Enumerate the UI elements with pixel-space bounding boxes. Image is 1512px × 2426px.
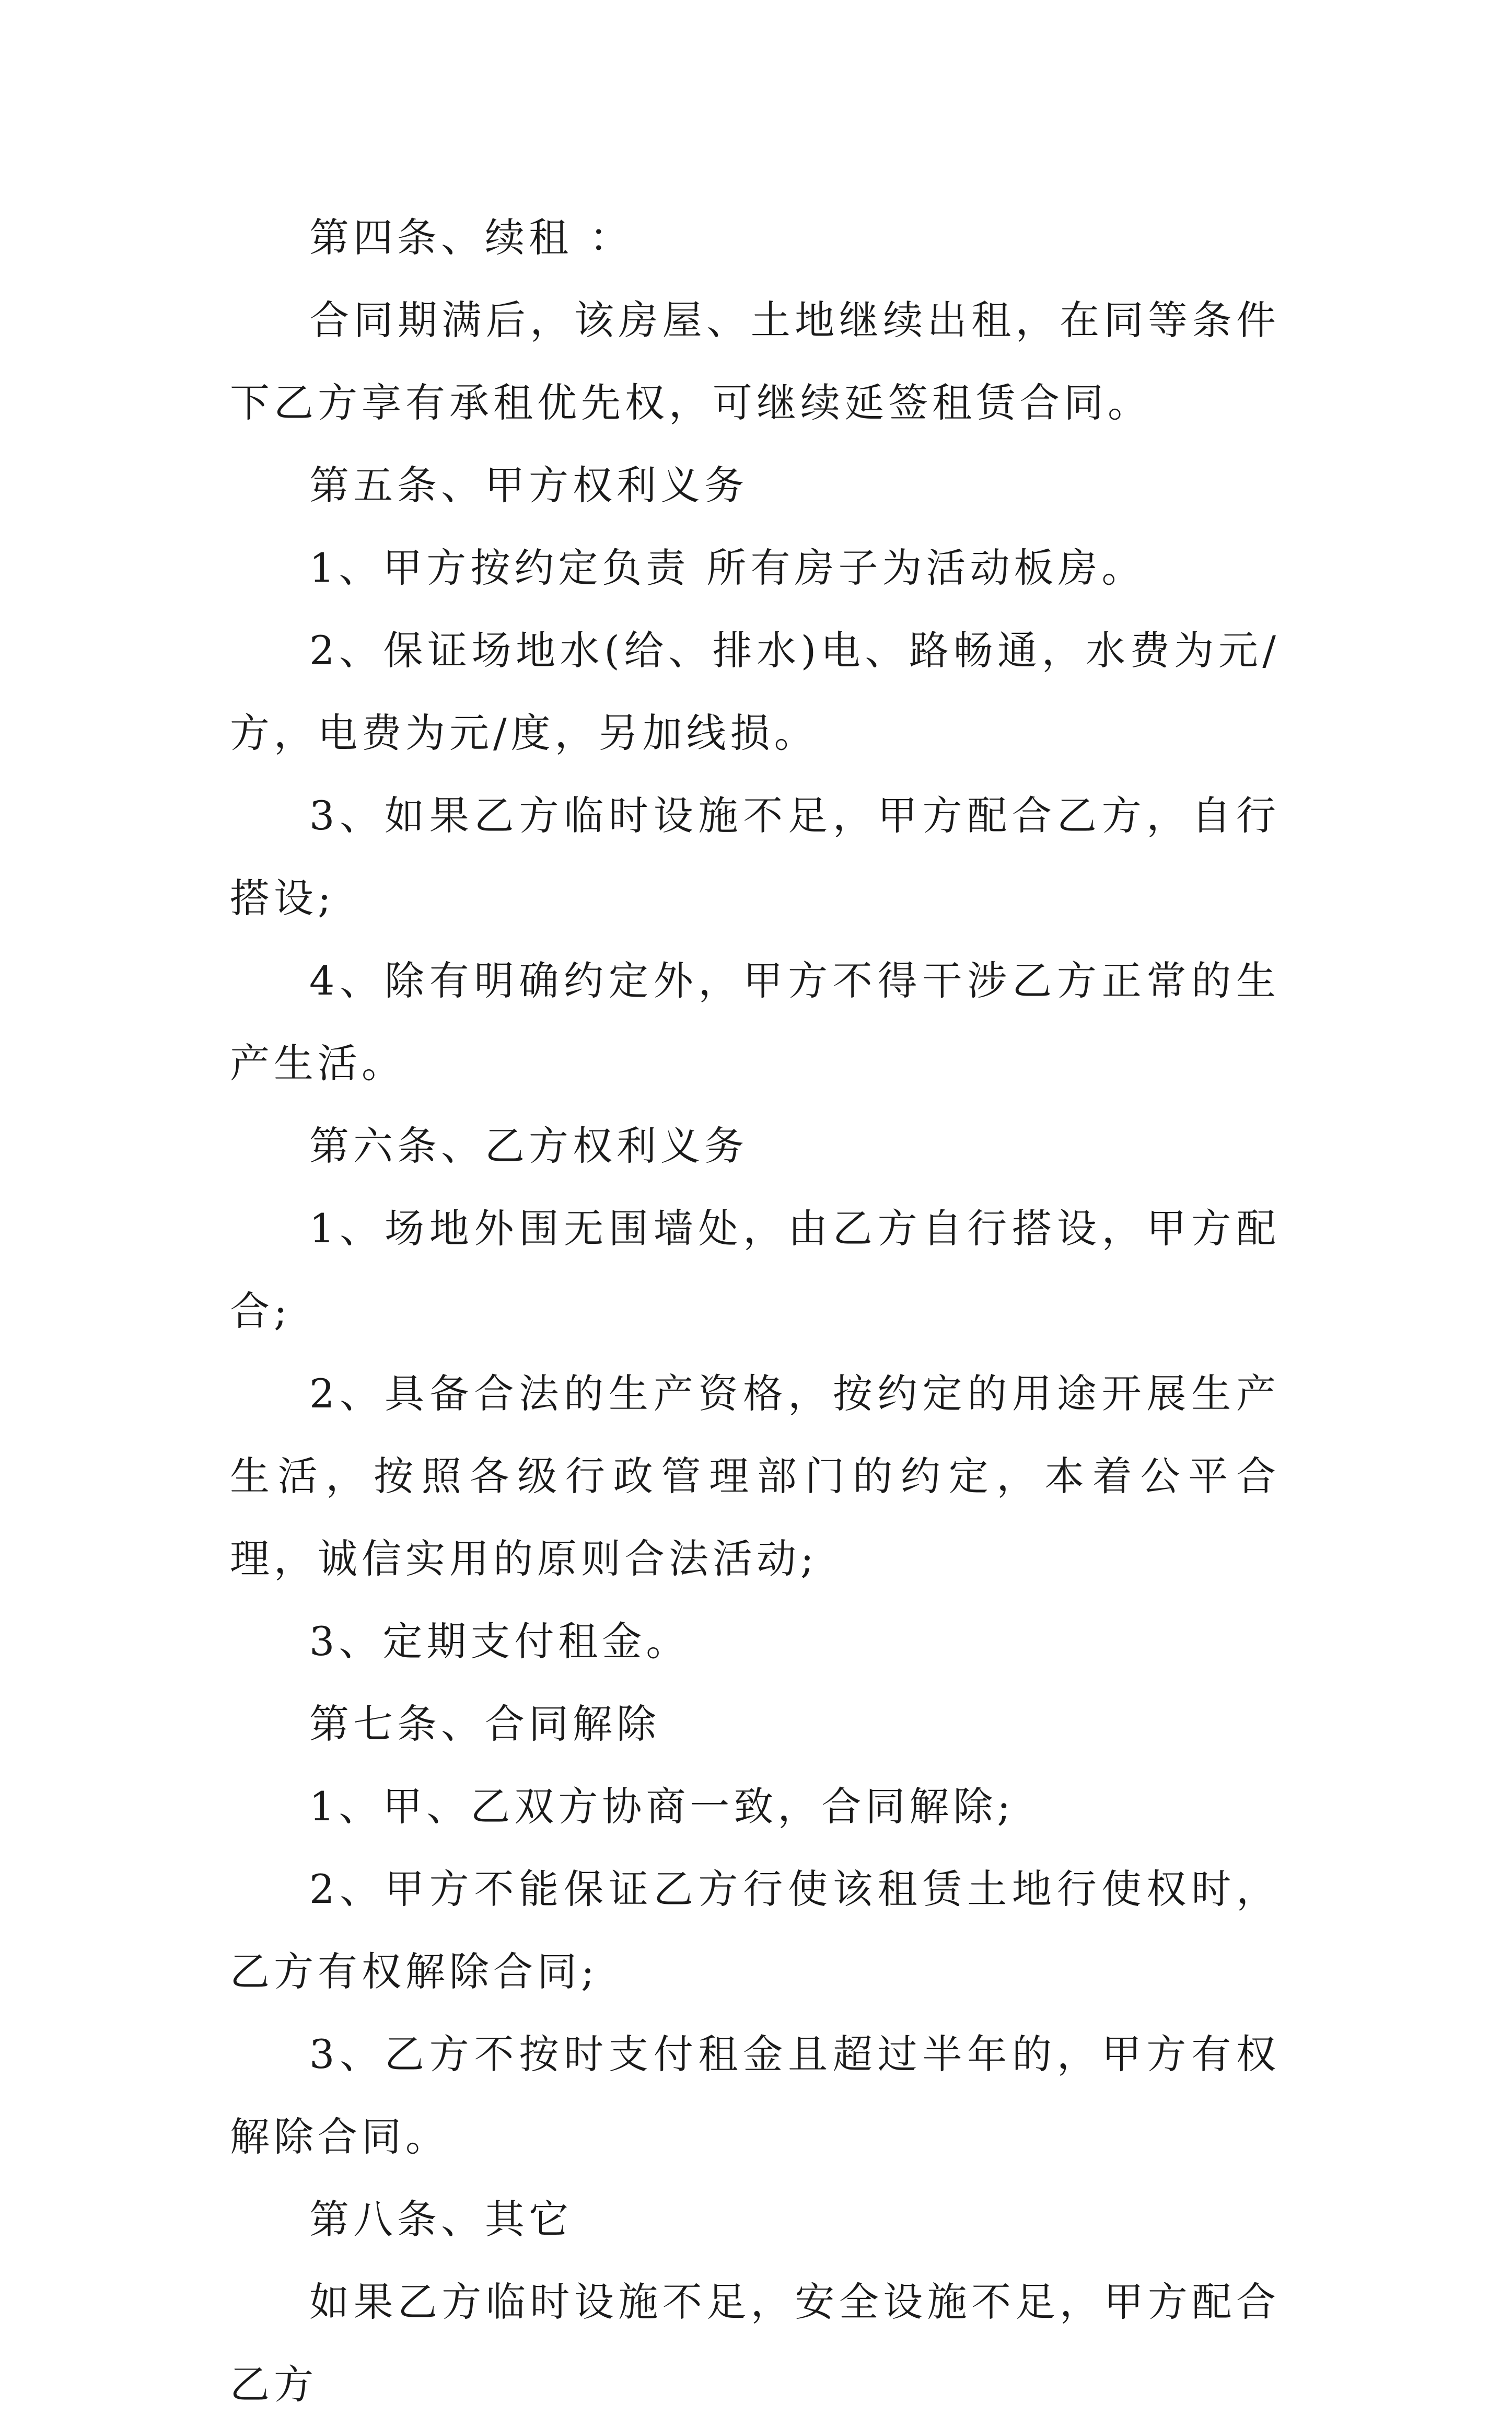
article-5-item-3: 3、如果乙方临时设施不足，甲方配合乙方，自行搭设; (230, 792, 1280, 921)
article-6-item-2: 2、具备合法的生产资格，按约定的用途开展生产生活，按照各级行政管理部门的约定，本着公平合理，诚信实用的原则合法活动; (230, 1370, 1280, 1582)
article-7-item-1: 1、甲、乙双方协商一致，合同解除; (309, 1783, 1015, 1830)
article-4-text: 合同期满后，该房屋、土地继续出租，在同等条件下乙方享有承租优先权，可继续延签租赁合同。 (230, 297, 1280, 426)
article-7-heading: 第七条、合同解除 (309, 1701, 660, 1747)
article-5-item-2: 2、保证场地水(给、排水)电、路畅通，水费为元/方，电费为元/度，另加线损。 (230, 627, 1280, 756)
article-8-heading: 第八条、其它 (309, 2196, 573, 2243)
article-7-item-3: 3、乙方不按时支付租金且超过半年的，甲方有权解除合同。 (230, 2031, 1280, 2160)
article-7-item-2: 2、甲方不能保证乙方行使该租赁土地行使权时，乙方有权解除合同; (230, 1866, 1280, 1995)
article-5-item-4: 4、除有明确约定外，甲方不得干涉乙方正常的生产生活。 (230, 957, 1280, 1087)
article-5-item-1: 1、甲方按约定负责 所有房子为活动板房。 (309, 545, 1146, 591)
article-5-heading: 第五条、甲方权利义务 (309, 462, 748, 509)
article-6-heading: 第六条、乙方权利义务 (309, 1123, 748, 1169)
article-4-heading: 第四条、续租 ： (309, 214, 634, 261)
article-6-item-3: 3、定期支付租金。 (309, 1618, 690, 1665)
article-8-text: 如果乙方临时设施不足，安全设施不足，甲方配合乙方 (230, 2279, 1280, 2408)
document-body (230, 197, 1280, 2426)
article-6-item-1: 1、场地外围无围墙处，由乙方自行搭设，甲方配合; (230, 1205, 1280, 1334)
